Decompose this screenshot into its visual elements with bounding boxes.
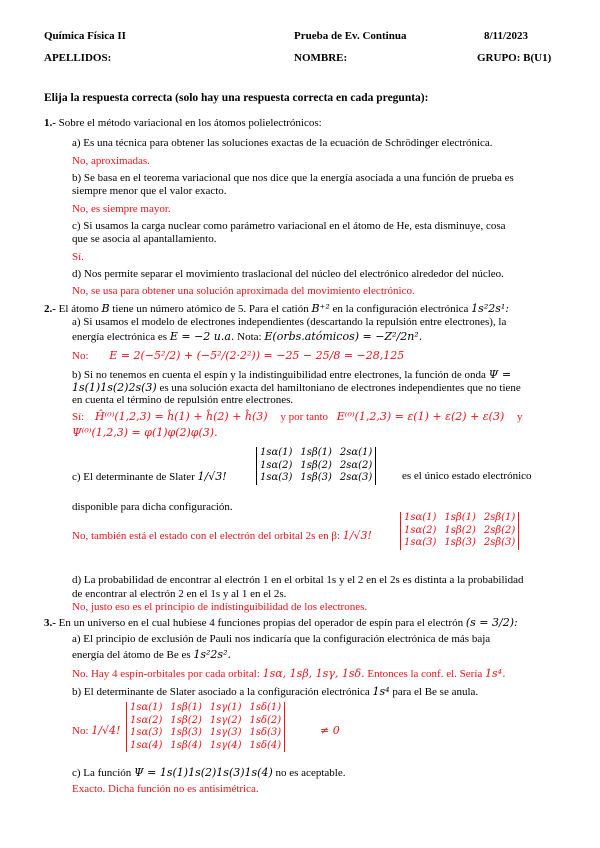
q2-option-d-line1: d) La probabilidad de encontrar al electrón 1 en el orbital 1s y el 2 en el 2s es distinta a la probabilidad (72, 574, 524, 586)
q2-answer-d: No, justo eso es el principio de indistinguibilidad de los electrones. (72, 601, 368, 613)
determinant-cell: 1sβ(1) (170, 702, 202, 713)
q3-b-post: para el Be se anula. (392, 686, 479, 698)
q2-option-c-line2: disponible para dicha configuración. (72, 501, 233, 513)
q2-stem-cation: B⁺² (311, 302, 330, 315)
q2-stem (44, 302, 509, 317)
test-date: 8/11/2023 (484, 30, 529, 42)
determinant-cell: 1sβ(4) (170, 739, 202, 751)
determinant-cell: 2sβ(1) (483, 512, 516, 523)
q3-option-a-line1: a) El principio de exclusión de Pauli nos indicaría que la configuración electrónica de más baja (72, 633, 491, 645)
determinant-cell: 1sα(1) (130, 702, 163, 713)
q3-c-psi: Ψ = 1s(1)1s(2)1s(3)1s(4) (134, 766, 273, 779)
q3-stem-text: En un universo en el cual hubiese 4 funciones propias del operador de espín para el electrón (58, 617, 464, 629)
q3-answer-c: Exacto. Dicha función no es antisimétrica. (72, 783, 259, 795)
q3-answer-b-factor: 1/√4! (91, 724, 121, 737)
q3-answer-a-orbs: 1sα, 1sβ, 1sγ, 1sδ. (262, 667, 365, 680)
q3-c-post: no es aceptable. (275, 767, 346, 779)
q3-answer-b (72, 724, 120, 739)
q3-a2-config: 1s²2s². (193, 648, 231, 661)
determinant-cell: 1sγ(4) (209, 739, 242, 751)
q2-option-a-line1: a) Si usamos el modelo de electrones independientes (descartando la repulsión entre electrones), la (72, 316, 507, 328)
determinant-row (404, 537, 515, 550)
q2-answer-b-e: E⁽⁰⁾(1,2,3) = ε(1) + ε(2) + ε(3) (336, 410, 505, 423)
q3-stem (44, 616, 518, 631)
determinant-row (130, 702, 281, 715)
q2-stem-pre: El átomo (58, 303, 99, 315)
determinant-row (404, 525, 515, 538)
determinant-cell: 1sα(2) (404, 524, 437, 536)
determinant-cell: 1sβ(2) (444, 524, 476, 536)
q2-answer-b-ypor: y por tanto (280, 411, 329, 423)
determinant-cell: 2sα(2) (339, 459, 373, 471)
q3-option-c (72, 766, 345, 781)
determinant-cell: 2sβ(2) (483, 524, 516, 536)
apellidos-label: APELLIDOS: (44, 52, 112, 64)
q1-option-b-line2: siempre menor que el valor exacto. (72, 185, 227, 197)
determinant-row (130, 715, 281, 728)
q2-answer-c-text: No, también está el estado con el electrón del orbital 2s en β: (72, 530, 340, 542)
q2-a2-eq: E = −2 u.a. (169, 330, 235, 343)
determinant-cell: 1sα(3) (404, 537, 437, 548)
q2-b2-post: es una solución exacta del hamiltoniano de electrones independientes que no tiene (159, 382, 521, 394)
determinant-cell: 1sα(2) (260, 459, 293, 471)
determinant-cell: 1sδ(3) (249, 727, 282, 738)
q2-a2-pre: energía electrónica es (72, 331, 168, 343)
nombre-label: NOMBRE: (294, 52, 348, 64)
q2-answer-c-determinant (400, 512, 519, 550)
q3-stem-s: (s = 3/2): (465, 616, 518, 629)
q3-answer-a-post: Entonces la conf. el. Sería (367, 668, 483, 680)
determinant-cell: 1sβ(2) (300, 459, 332, 471)
q2-answer-c-factor: 1/√3! (342, 529, 372, 542)
determinant-cell: 1sα(1) (260, 447, 293, 458)
grupo-label: GRUPO: B(U1) (477, 52, 552, 64)
q3-option-b (72, 685, 478, 700)
determinant-row (130, 727, 281, 740)
q1-option-c-line1: c) Si usamos la carga nuclear como parámetro variacional en el átomo de He, esta disminuye, cosa (72, 220, 506, 232)
q3-c-pre: c) La función (72, 767, 132, 779)
q1-option-d: d) Nos permite separar el movimiento traslacional del núcleo del electrónico alrededor del núcleo. (72, 268, 504, 280)
q3-number: 3.- (44, 617, 56, 629)
determinant-row (260, 460, 372, 473)
q2-b2-psi: 1s(1)1s(2)2s(3) (72, 381, 157, 394)
q3-answer-b-neq: ≠ 0 (320, 724, 340, 737)
q1-option-a: a) Es una técnica para obtener las soluciones exactas de la ecuación de Schrödinger electrónica. (72, 137, 493, 149)
determinant-cell: 1sγ(1) (209, 702, 242, 713)
q2-answer-c (72, 529, 372, 544)
q2-c-determinant (256, 447, 376, 485)
determinant-cell: 1sβ(1) (444, 512, 476, 523)
q2-answer-b-line1 (72, 410, 523, 425)
q2-stem-mid: tiene un número atómico de 5. Para el catión (112, 303, 309, 315)
q2-answer-b-si: Sí: (72, 411, 85, 423)
q2-option-d-line2: de encontrar al electrón 2 en el 1s y al 1 en el 2s. (72, 588, 287, 600)
q2-b1-psi: Ψ = (488, 368, 512, 381)
q1-number: 1.- (44, 117, 56, 129)
determinant-cell: 1sβ(3) (300, 472, 332, 483)
determinant-cell: 1sγ(2) (209, 714, 242, 726)
determinant-cell: 1sδ(4) (249, 739, 282, 751)
q2-c-factor: 1/√3! (197, 470, 227, 483)
determinant-cell: 1sδ(2) (249, 714, 282, 726)
determinant-cell: 1sβ(3) (444, 537, 476, 548)
test-title: Prueba de Ev. Continua (294, 30, 407, 42)
q1-answer-b: No, es siempre mayor. (72, 203, 171, 215)
q2-answer-b-h: Ĥ⁽⁰⁾(1,2,3) = ĥ(1) + ĥ(2) + ĥ(3) (94, 410, 268, 423)
determinant-row (260, 472, 372, 485)
determinant-cell: 2sβ(3) (483, 537, 516, 548)
q2-stem-config: 1s²2s¹: (471, 302, 509, 315)
q2-answer-a (72, 349, 404, 364)
q1-option-b-line1: b) Se basa en el teorema variacional que nos dice que la energía asociada a una función de prueba es (72, 172, 514, 184)
q3-b-pre: b) El determinante de Slater asociado a la configuración electrónica (72, 686, 370, 698)
determinant-cell: 1sγ(3) (209, 727, 242, 738)
q1-answer-c: Sí. (72, 251, 84, 263)
q2-b1-pre: b) Si no tenemos en cuenta el espín y la indistinguibilidad entre electrones, la función de onda (72, 369, 486, 381)
q2-option-b-line3: en cuenta el término de repulsión entre electrones. (72, 394, 294, 406)
q3-a2-pre: energía del átomo de Be es (72, 649, 191, 661)
q2-option-c-post: es el único estado electrónico (402, 470, 532, 482)
determinant-cell: 1sα(3) (260, 472, 293, 483)
determinant-cell: 1sβ(3) (170, 727, 202, 738)
determinant-row (260, 447, 372, 460)
determinant-row (130, 740, 281, 753)
q3-option-a-line2 (72, 648, 231, 663)
q1-option-c-line2: que se asocia al apantallamiento. (72, 233, 217, 245)
subject-title: Química Física II (44, 30, 126, 42)
determinant-cell: 1sα(4) (130, 739, 163, 751)
q3-answer-a-config: 1s⁴. (485, 667, 506, 680)
q2-stem-atom: B (101, 302, 110, 315)
q2-option-a-line2 (72, 330, 422, 345)
q1-answer-d: No, se usa para obtener una solución aproximada del movimiento electrónico. (72, 285, 415, 297)
q2-answer-a-no: No: (72, 350, 89, 362)
determinant-cell: 1sα(1) (404, 512, 437, 523)
q1-answer-a: No, aproximadas. (72, 155, 150, 167)
q2-a2-nota: Nota: (237, 331, 262, 343)
q2-answer-b-y: y (517, 411, 523, 423)
determinant-row (404, 512, 515, 525)
q3-b-config: 1s⁴ (372, 685, 390, 698)
q1-stem (44, 117, 322, 131)
q2-number: 2.- (44, 303, 56, 315)
q2-stem-post: en la configuración electrónica (332, 303, 469, 315)
q2-option-c-pre (72, 470, 227, 485)
q3-answer-a-pre: No. Hay 4 espín-orbitales por cada orbital: (72, 668, 260, 680)
determinant-cell: 1sα(2) (130, 714, 163, 726)
q1-stem-text: Sobre el método variacional en los átomos polielectrónicos: (58, 117, 322, 129)
q2-c-pre-text: c) El determinante de Slater (72, 471, 195, 483)
q3-answer-b-no: No: (72, 725, 89, 737)
q2-answer-b-line2: Ψ⁽⁰⁾(1,2,3) = φ(1)φ(2)φ(3). (72, 426, 218, 439)
determinant-cell: 1sβ(1) (300, 447, 332, 458)
q3-answer-a (72, 667, 506, 682)
determinant-cell: 2sα(1) (339, 447, 373, 458)
determinant-cell: 1sδ(1) (249, 702, 282, 713)
q3-answer-b-determinant (126, 702, 285, 752)
q2-answer-a-eq: E = 2(−5²/2) + (−5²/(2·2²)) = −25 − 25/8 = −28,125 (109, 349, 405, 362)
determinant-cell: 1sα(3) (130, 727, 163, 738)
determinant-cell: 2sα(3) (339, 472, 373, 483)
determinant-cell: 1sβ(2) (170, 714, 202, 726)
instructions: Elija la respuesta correcta (solo hay una respuesta correcta en cada pregunta): (44, 92, 429, 104)
q2-a2-formula: E(orbs.atómicos) = −Z²/2n². (264, 330, 423, 343)
